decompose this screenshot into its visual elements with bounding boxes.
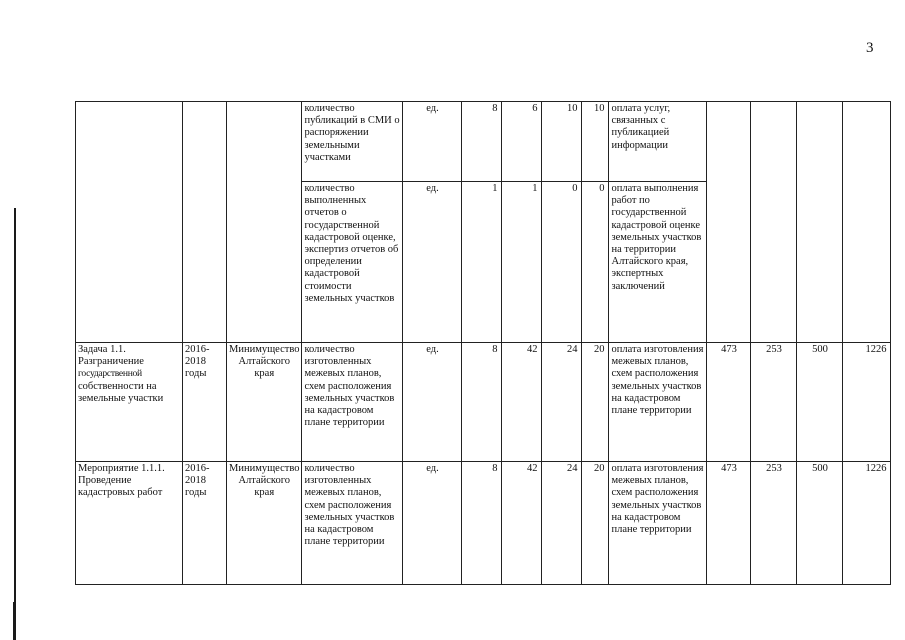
expense-cell: оплата выполнения работ по государственной кадастровой оценке земельных участков на территории Алтайского края, экспертных заключений <box>609 182 707 343</box>
years-label: годы <box>185 487 207 499</box>
value-cell: 20 <box>582 462 609 585</box>
table-row <box>76 102 891 182</box>
task-cell <box>76 462 183 585</box>
finance-cell: 253 <box>751 343 797 462</box>
finance-cell: 253 <box>751 462 797 585</box>
indicator-cell: количество изготовленных межевых планов, схем расположения земельных участков на кадастровом плане территории <box>302 343 403 462</box>
value-cell: 1 <box>502 182 542 343</box>
finance-cell-empty <box>797 102 843 343</box>
measure-title: Мероприятие 1.1.1. <box>78 463 165 474</box>
executor-cell: Минимущество Алтайского края <box>227 343 302 462</box>
finance-cell: 500 <box>797 343 843 462</box>
task-cell-empty <box>76 102 183 343</box>
finance-cell-empty <box>751 102 797 343</box>
value-cell: 42 <box>502 343 542 462</box>
years-end: 2018 <box>185 356 206 368</box>
value-cell: 8 <box>462 462 502 585</box>
task-text: собственности на земельные участки <box>78 380 164 404</box>
indicator-cell: количество выполненных отчетов о государственной кадастровой оценке, экспертиз отчетов об определении кадастровой стоимости земельных участков <box>302 182 403 343</box>
value-cell: 0 <box>582 182 609 343</box>
expense-cell: оплата изготовления межевых планов, схем расположения земельных участков на кадастровом плане территории <box>609 462 707 585</box>
years-label: годы <box>185 368 207 380</box>
task-text: Разграничение <box>78 356 144 368</box>
finance-cell: 1226 <box>843 343 891 462</box>
finance-cell: 473 <box>707 462 751 585</box>
finance-cell-empty <box>707 102 751 343</box>
task-title: Задача 1.1. <box>78 344 126 355</box>
value-cell: 42 <box>502 462 542 585</box>
task-cell <box>76 343 183 462</box>
table-row <box>76 462 891 585</box>
task-text: государственной <box>78 368 142 380</box>
finance-cell: 473 <box>707 343 751 462</box>
left-margin-scan-mark-bold <box>13 602 16 640</box>
value-cell: 10 <box>542 102 582 182</box>
program-table <box>75 101 891 585</box>
indicator-cell: количество публикаций в СМИ о распоряжении земельными участками <box>302 102 403 182</box>
unit-cell: ед. <box>403 462 462 585</box>
finance-cell: 500 <box>797 462 843 585</box>
executor-cell-empty <box>227 102 302 343</box>
measure-text: кадастровых работ <box>78 487 163 499</box>
years-start: 2016- <box>185 344 210 355</box>
finance-cell: 1226 <box>843 462 891 585</box>
value-cell: 10 <box>582 102 609 182</box>
unit-cell: ед. <box>403 343 462 462</box>
expense-cell: оплата услуг, связанных с публикацией информации <box>609 102 707 182</box>
measure-text: Проведение <box>78 475 132 487</box>
indicator-cell: количество изготовленных межевых планов, схем расположения земельных участков на кадастровом плане территории <box>302 462 403 585</box>
expense-cell: оплата изготовления межевых планов, схем расположения земельных участков на кадастровом плане территории <box>609 343 707 462</box>
finance-cell-empty <box>843 102 891 343</box>
years-cell-empty <box>183 102 227 343</box>
page-number: 3 <box>866 40 874 56</box>
years-cell <box>183 462 227 585</box>
years-start: 2016- <box>185 463 210 474</box>
value-cell: 20 <box>582 343 609 462</box>
value-cell: 1 <box>462 182 502 343</box>
value-cell: 24 <box>542 343 582 462</box>
unit-cell: ед. <box>403 182 462 343</box>
unit-cell: ед. <box>403 102 462 182</box>
executor-cell: Минимущество Алтайского края <box>227 462 302 585</box>
value-cell: 8 <box>462 343 502 462</box>
years-cell <box>183 343 227 462</box>
value-cell: 0 <box>542 182 582 343</box>
value-cell: 24 <box>542 462 582 585</box>
left-margin-scan-mark <box>14 208 16 640</box>
years-end: 2018 <box>185 475 206 487</box>
value-cell: 6 <box>502 102 542 182</box>
table-row <box>76 343 891 462</box>
value-cell: 8 <box>462 102 502 182</box>
